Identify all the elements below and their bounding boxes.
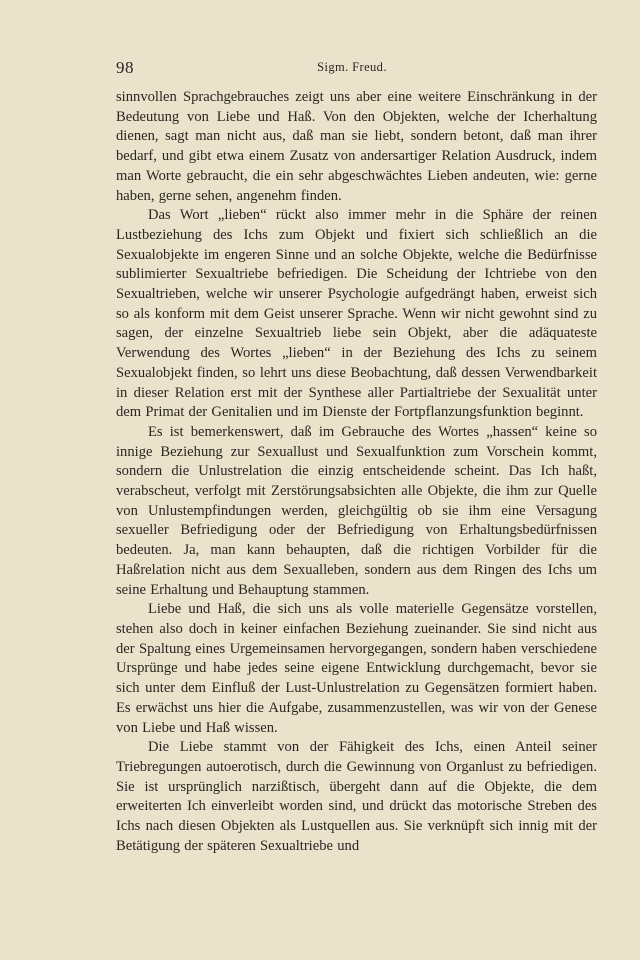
page-number: 98 (116, 58, 134, 77)
body-text (116, 88, 597, 856)
paragraph-1: sinnvollen Sprachgebrauches zeigt uns aber eine weitere Einschränkung in der Bedeutung von Liebe und Haß. Von den Objekten, welche der Icherhaltung dienen, sagt man nicht aus, daß man sie liebt, sondern betont, daß man ihrer bedarf, und gibt etwa einem Zusatz von andersartiger Relation Ausdruck, indem man Worte gebraucht, die ein sehr abgeschwächtes Lieben andeuten, wie: gerne haben, gerne sehen, angenehm finden. (116, 89, 597, 204)
running-head: Sigm. Freud. (317, 60, 387, 74)
paragraph-2: Das Wort „lieben“ rückt also immer mehr in die Sphäre der reinen Lustbeziehung des Ichs zum Objekt und fixiert sich schließlich an die Sexualobjekte im engeren Sinne und an solche Objekte, welche die Bedürfnisse sublimierter Sexualtriebe befriedigen. Die Scheidung der Ichtriebe von den Sexualtrieben, welche wir unserer Psychologie aufgedrängt haben, erweist sich so als konform mit dem Geist unserer Sprache. Wenn wir nicht gewohnt sind zu sagen, der einzelne Sexualtrieb liebe sein Objekt, aber die adäquateste Verwendung des Wortes „lieben“ in der Beziehung des Ichs zu seinem Sexualobjekt finden, so lehrt uns diese Beobachtung, daß dessen Verwendbarkeit in dieser Relation erst mit der Synthese aller Partialtriebe der Sexualität unter dem Primat der Genitalien und im Dienste der Fortpflanzungsfunktion beginnt. (116, 207, 597, 421)
paragraph-3: Es ist bemerkenswert, daß im Gebrauche des Wortes „hassen“ keine so innige Beziehung zur Sexuallust und Sexualfunktion zum Vorschein kommt, sondern die Unlustrelation die einzig entscheidende scheint. Das Ich haßt, verabscheut, verfolgt mit Zerstörungsabsichten alle Objekte, die ihm zur Quelle von Unlustempfindungen werden, gleichgültig ob sie ihm eine Versagung sexueller Befriedigung oder der Befriedigung von Erhaltungsbedürfnissen bedeuten. Ja, man kann behaupten, daß die richtigen Vorbilder für die Haßrelation nicht aus dem Sexualleben, sondern aus dem Ringen des Ichs um seine Erhaltung und Behauptung stammen. (116, 423, 597, 598)
paragraph-4: Liebe und Haß, die sich uns als volle materielle Gegensätze vorstellen, stehen also doch in keiner einfachen Beziehung zueinander. Sie sind nicht aus der Spaltung eines Urgemeinsamen hervorgegangen, sondern haben verschiedene Ursprünge und habe jedes seine eigene Entwicklung durchgemacht, bevor sie sich unter dem Einfluß der Lust-Unlustrelation zu Gegensätzen formiert haben. Es erwächst uns hier die Aufgabe, zusammenzustellen, was wir von der Genese von Liebe und Haß wissen. (116, 601, 597, 736)
paragraph-5: Die Liebe stammt von der Fähigkeit des Ichs, einen Anteil seiner Triebregungen autoerotisch, durch die Gewinnung von Organlust zu befriedigen. Sie ist ursprünglich narzißtisch, übergeht dann auf die Objekte, die dem erweiterten Ich einverleibt worden sind, und drückt das motorische Streben des Ichs nach diesen Objekten als Lustquellen aus. Sie verknüpft sich innig mit der Betätigung der späteren Sexualtriebe und (116, 739, 597, 854)
